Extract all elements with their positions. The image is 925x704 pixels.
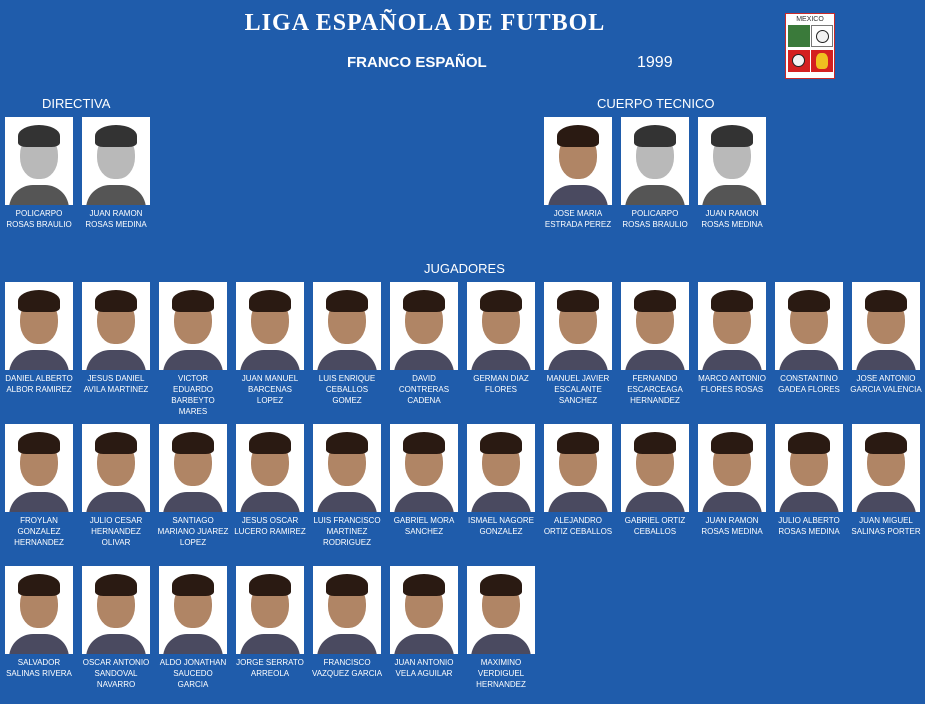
member-photo [159,424,227,512]
member-name: ALEJANDRO ORTIZ CEBALLOS [543,516,613,536]
member-card [159,424,231,548]
member-photo [467,282,535,370]
team-name: FRANCO ESPAÑOL [347,54,487,71]
member-name: DAVID CONTRERAS CADENA [398,374,450,405]
member-name: POLICARPO ROSAS BRAULIO [6,209,72,229]
member-card [236,424,308,537]
member-card [390,566,462,679]
member-card [159,282,231,417]
member-name: JULIO ALBERTO ROSAS MEDINA [778,516,840,536]
member-card [544,424,616,537]
member-photo [775,424,843,512]
member-card [5,282,77,395]
crest-ball-icon [788,50,810,72]
member-card [775,424,847,537]
member-card [467,566,539,690]
member-name: JOSE MARIA ESTRADA PEREZ [544,209,612,229]
member-name: JORGE SERRATO ARREOLA [236,658,304,678]
member-name: JUAN RAMON ROSAS MEDINA [701,516,763,536]
member-card [5,117,77,230]
member-name: MANUEL JAVIER ESCALANTE SANCHEZ [546,374,610,405]
member-name: CONSTANTINO GADEA FLORES [778,374,840,394]
member-card [852,424,924,537]
member-name: POLICARPO ROSAS BRAULIO [622,209,688,229]
member-photo [5,566,73,654]
member-name: JUAN MIGUEL SALINAS PORTER [851,516,921,536]
member-photo [852,424,920,512]
member-photo [698,424,766,512]
member-name: GERMAN DIAZ FLORES [473,374,529,394]
member-card [5,424,77,548]
member-card [82,424,154,548]
member-name: JOSE ANTONIO GARCIA VALENCIA [850,374,922,394]
season-year: 1999 [637,54,673,71]
member-card [159,566,231,690]
member-card [775,282,847,395]
member-name: OSCAR ANTONIO SANDOVAL NAVARRO [82,658,150,689]
member-card [467,282,539,395]
member-card [236,282,308,406]
member-photo [236,282,304,370]
member-name: ALDO JONATHAN SAUCEDO GARCIA [159,658,227,689]
member-name: MARCO ANTONIO FLORES ROSAS [698,374,766,394]
member-card [852,282,924,395]
section-jugadores: JUGADORES [424,261,505,276]
member-name: FRANCISCO VAZQUEZ GARCIA [311,658,383,678]
member-name: GABRIEL MORA SANCHEZ [393,516,455,536]
member-card [236,566,308,679]
member-photo [5,424,73,512]
member-photo [5,282,73,370]
member-name: LUIS ENRIQUE CEBALLOS GOMEZ [318,374,376,405]
member-card [698,424,770,537]
member-name: LUIS FRANCISCO MARTINEZ RODRIGUEZ [313,516,381,547]
member-card [5,566,77,679]
member-photo [390,566,458,654]
member-name: JULIO CESAR HERNANDEZ OLIVAR [89,516,143,547]
member-photo [852,282,920,370]
member-name: MAXIMINO VERDIGUEL HERNANDEZ [476,658,526,689]
member-photo [313,566,381,654]
member-photo [313,424,381,512]
member-photo [82,117,150,205]
member-name: DANIEL ALBERTO ALBOR RAMIREZ [5,374,73,394]
page-title: LIGA ESPAÑOLA DE FUTBOL [244,10,606,36]
member-photo [698,282,766,370]
member-photo [5,117,73,205]
member-photo [467,424,535,512]
member-photo [621,424,689,512]
member-card [544,282,616,406]
member-photo [390,282,458,370]
member-card [313,566,385,679]
member-photo [544,117,612,205]
member-name: JESUS DANIEL AVILA MARTINEZ [83,374,149,394]
member-card [621,424,693,537]
member-name: VICTOR EDUARDO BARBEYTO MARES [171,374,215,416]
member-photo [82,282,150,370]
member-photo [82,566,150,654]
member-name: FROYLAN GONZALEZ HERNANDEZ [14,516,64,547]
member-card [698,282,770,395]
crest-label: MEXICO [796,16,824,23]
member-photo [544,424,612,512]
crest-ball-icon [811,25,833,47]
member-photo [82,424,150,512]
member-name: SANTIAGO MARIANO JUAREZ LOPEZ [157,516,229,547]
member-photo [313,282,381,370]
member-card [621,117,693,230]
crest-lion-icon [811,50,833,72]
member-name: FERNANDO ESCARCEAGA HERNANDEZ [627,374,683,405]
crest-eagle-icon [788,25,810,47]
member-photo [621,117,689,205]
member-card [621,282,693,406]
member-name: GABRIEL ORTIZ CEBALLOS [624,516,686,536]
member-photo [467,566,535,654]
member-photo [236,566,304,654]
section-cuerpo-tecnico: CUERPO TECNICO [597,96,715,111]
member-name: ISMAEL NAGORE GONZALEZ [468,516,534,536]
member-card [82,566,154,690]
member-name: JUAN MANUEL BARCENAS LOPEZ [241,374,299,405]
member-photo [544,282,612,370]
member-photo [775,282,843,370]
member-name: JUAN RAMON ROSAS MEDINA [701,209,763,229]
member-name: SALVADOR SALINAS RIVERA [6,658,72,678]
member-card [390,282,462,406]
member-card [467,424,539,537]
member-name: JUAN ANTONIO VELA AGUILAR [394,658,454,678]
member-photo [698,117,766,205]
member-name: JESUS OSCAR LUCERO RAMIREZ [234,516,306,536]
member-card [313,282,385,406]
member-card [544,117,616,230]
member-name: JUAN RAMON ROSAS MEDINA [85,209,147,229]
member-photo [236,424,304,512]
member-photo [621,282,689,370]
section-directiva: DIRECTIVA [42,96,111,111]
member-photo [159,566,227,654]
member-card [390,424,462,537]
member-card [82,117,154,230]
member-card [82,282,154,395]
member-photo [159,282,227,370]
member-photo [390,424,458,512]
member-card [313,424,385,548]
team-crest [785,13,835,79]
member-card [698,117,770,230]
